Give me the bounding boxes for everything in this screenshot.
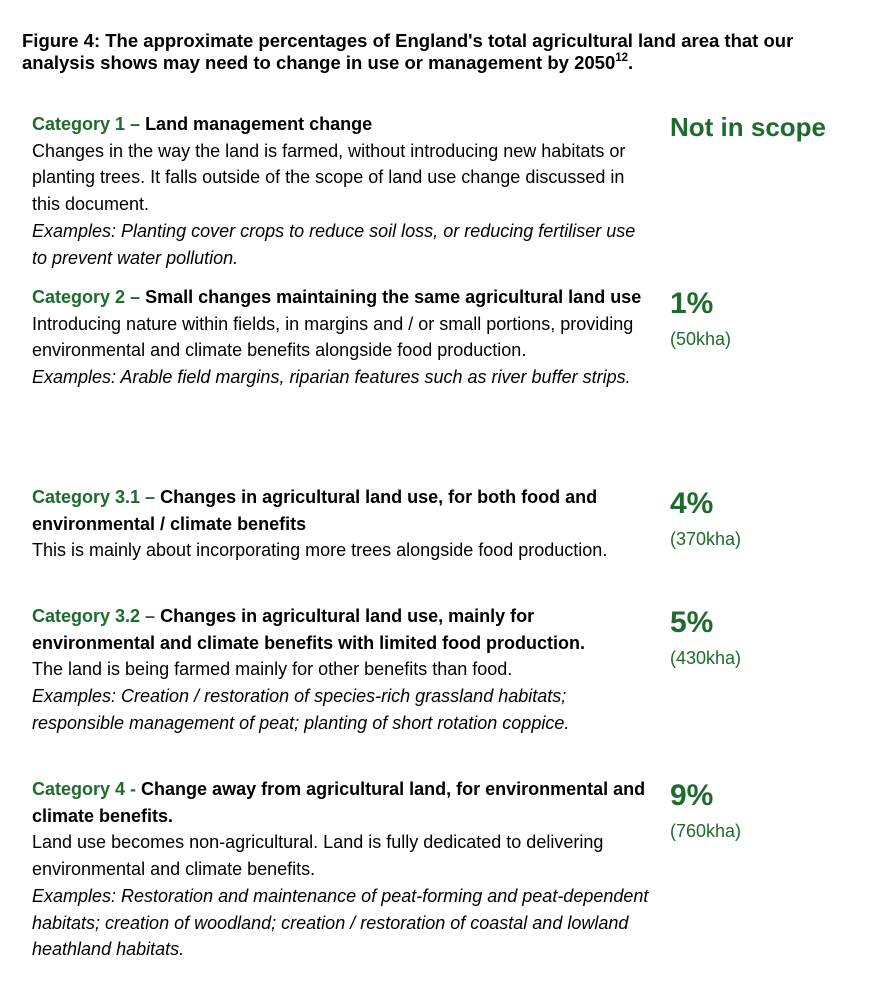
area-kha: (760kha) — [670, 821, 742, 841]
category-description: This is mainly about incorporating more trees alongside food production. — [32, 540, 608, 561]
category-examples: Examples: Arable field margins, riparian features such as river buffer strips. — [32, 367, 631, 388]
category-description: Introducing nature within fields, in margins and / or small portions, providing environmental and climate benefits alongside food production. — [32, 313, 634, 361]
footnote-reference: 12 — [615, 51, 629, 64]
category-title: Small changes maintaining the same agricultural land use — [145, 287, 642, 307]
area-kha: (370kha) — [670, 529, 742, 549]
category-examples: Examples: Creation / restoration of species-rich grassland habitats; responsible management of peat; planting of short rotation coppice. — [32, 686, 570, 733]
category-title: Changes in agricultural land use, for both food and environmental / climate benefits — [32, 487, 598, 534]
category-number: Category 3.1 – — [32, 487, 156, 507]
category-2-value — [670, 287, 731, 351]
category-number: Category 1 – — [32, 114, 141, 134]
figure-title — [22, 30, 862, 74]
category-4-value — [670, 779, 741, 843]
percentage: 9% — [670, 779, 714, 812]
category-number: Category 2 – — [32, 287, 141, 307]
category-3-1-value — [670, 487, 741, 551]
category-heading — [32, 111, 652, 138]
category-examples: Examples: Planting cover crops to reduce soil loss, or reducing fertiliser use to prevent water pollution. — [32, 220, 636, 268]
category-1-value — [670, 112, 826, 142]
category-title: Land management change — [145, 114, 373, 134]
category-number: Category 4 - — [32, 779, 137, 799]
category-title: Changes in agricultural land use, mainly for environmental and climate benefits with limited food production. — [32, 606, 586, 653]
figure-title-text: Figure 4: The approximate percentages of England's total agricultural land area that our analysis shows may need to change in use or management by 2050 — [22, 30, 794, 73]
category-description: Changes in the way the land is farmed, without introducing new habitats or planting trees. It falls outside of the scope of land use change discussed in this document. — [32, 140, 626, 215]
category-heading — [32, 484, 652, 537]
area-kha: (430kha) — [670, 648, 742, 668]
category-2-block — [32, 284, 652, 391]
category-number: Category 3.2 – — [32, 606, 156, 626]
category-examples: Examples: Restoration and maintenance of peat-forming and peat-dependent habitats; creation of woodland; creation / restoration of coastal and lowland heathland habitats. — [32, 885, 649, 960]
figure-title-end: . — [628, 52, 634, 73]
category-description: The land is being farmed mainly for other benefits than food. — [32, 659, 513, 680]
category-3-1-block — [32, 484, 652, 564]
category-heading — [32, 603, 652, 656]
percentage: 1% — [670, 287, 714, 320]
area-kha: (50kha) — [670, 329, 732, 349]
category-3-2-block — [32, 603, 652, 737]
category-title: Change away from agricultural land, for environmental and climate benefits. — [32, 779, 646, 826]
category-3-2-value — [670, 606, 741, 670]
not-in-scope-label: Not in scope — [670, 112, 827, 142]
category-heading — [32, 284, 652, 311]
category-description: Land use becomes non-agricultural. Land is fully dedicated to delivering environmental and climate benefits. — [32, 832, 604, 880]
category-heading — [32, 776, 652, 829]
category-4-block — [32, 776, 652, 963]
category-1-block — [32, 111, 652, 271]
percentage: 4% — [670, 487, 714, 520]
percentage: 5% — [670, 606, 714, 639]
